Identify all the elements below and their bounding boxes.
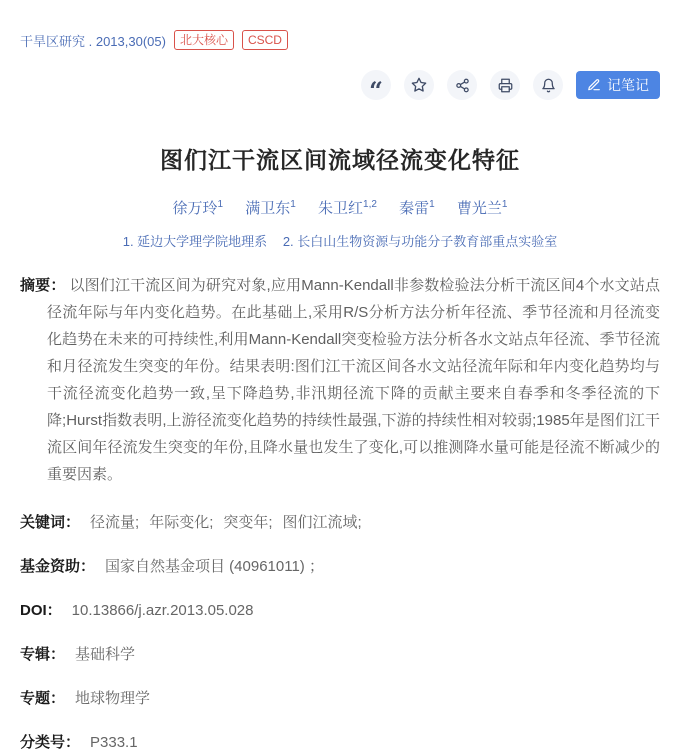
clc-row [20, 734, 660, 752]
author-link[interactable] [457, 200, 508, 217]
affiliation-link[interactable]: 1. 延边大学理学院地理系 [122, 234, 268, 249]
pencil-icon [587, 78, 601, 92]
doi-label: DOI： [20, 602, 62, 619]
bell-icon [541, 78, 556, 93]
favorite-button[interactable] [404, 70, 434, 100]
author-affil-sup: 1 [429, 199, 435, 210]
author-affil-sup: 1 [501, 199, 508, 210]
abstract-label: 摘要： [20, 277, 66, 294]
author-link[interactable] [173, 200, 224, 217]
author-link[interactable] [245, 200, 296, 217]
doi-value: 10.13866/j.azr.2013.05.028 [71, 602, 254, 619]
abstract-block [20, 272, 660, 488]
star-icon [411, 77, 427, 93]
topic-label: 专题： [20, 690, 66, 707]
take-notes-button[interactable] [576, 71, 660, 99]
journal-issue-link[interactable]: 干旱区研究 . 2013,30(05) [20, 33, 166, 49]
keywords-label: 关键词： [20, 514, 81, 531]
share-button[interactable] [447, 70, 477, 100]
affiliation-list [20, 231, 660, 250]
badge-core-journal: 北大核心 [174, 30, 234, 50]
fund-row [20, 558, 660, 576]
journal-info-row [20, 30, 660, 50]
share-icon [455, 78, 470, 93]
cite-button[interactable] [361, 70, 391, 105]
doi-row [20, 602, 660, 620]
quote-icon: “ [369, 76, 383, 105]
topic-value: 地球物理学 [75, 690, 151, 707]
article-title: 图们江干流区间流域径流变化特征 [160, 147, 520, 173]
keyword-link[interactable]: 径流量; [90, 514, 140, 531]
author-affil-sup: 1 [217, 199, 224, 210]
affiliation-link[interactable]: 2. 长白山生物资源与功能分子教育部重点实验室 [282, 234, 558, 249]
topic-row [20, 690, 660, 708]
author-affil-sup: 1 [290, 199, 296, 210]
author-name: 秦雷 [399, 200, 430, 217]
author-name: 满卫东 [245, 200, 291, 217]
keyword-link[interactable]: 年际变化; [149, 514, 214, 531]
printer-icon [498, 78, 513, 93]
alert-button[interactable] [533, 70, 563, 100]
author-link[interactable] [399, 200, 435, 217]
author-name: 朱卫红 [318, 200, 364, 217]
keyword-link[interactable]: 突变年; [223, 514, 273, 531]
album-value: 基础科学 [75, 646, 136, 663]
keywords-row [20, 514, 660, 532]
author-name: 曹光兰 [456, 200, 502, 217]
take-notes-label: 记笔记 [607, 77, 649, 93]
album-label: 专辑： [20, 646, 66, 663]
author-name: 徐万玲 [172, 200, 218, 217]
clc-value: P333.1 [90, 734, 138, 751]
author-link[interactable] [318, 200, 377, 217]
print-button[interactable] [490, 70, 520, 100]
abstract-text: 以图们江干流区间为研究对象,应用Mann-Kendall非参数检验法分析干流区间4个水文站点径流年际与年内变化趋势。在此基础上,采用R/S分析方法分析年径流、季节径流和月径流变化趋势在未来的可持续性,利用Mann-Kendall突变检验方法分析各水文站点年径流、季节径流和月径流发生突变的年份。结果表明:图们江干流区间各水文站径流年际和年内变化趋势均与干流径流变化趋势一致,呈下降趋势,非汛期径流下降的贡献主要来自春季和冬季径流的下降;Hurst指数表明,上游径流变化趋势的持续性最强,下游的持续性相对较弱;1985年是图们江干流区间年径流发生突变的年份,且降水量也发生了变化,可以推测降水量可能是径流不断减少的重要因素。 [47, 277, 660, 483]
author-affil-sup: 1,2 [363, 199, 377, 210]
fund-link[interactable]: 国家自然基金项目 (40961011) ； [105, 558, 324, 575]
keyword-link[interactable]: 图们江流域; [282, 514, 362, 531]
action-toolbar [20, 70, 660, 105]
badge-cscd: CSCD [242, 30, 288, 50]
author-list [20, 197, 660, 218]
album-row [20, 646, 660, 664]
clc-label: 分类号： [20, 734, 81, 751]
fund-label: 基金资助： [20, 558, 96, 575]
